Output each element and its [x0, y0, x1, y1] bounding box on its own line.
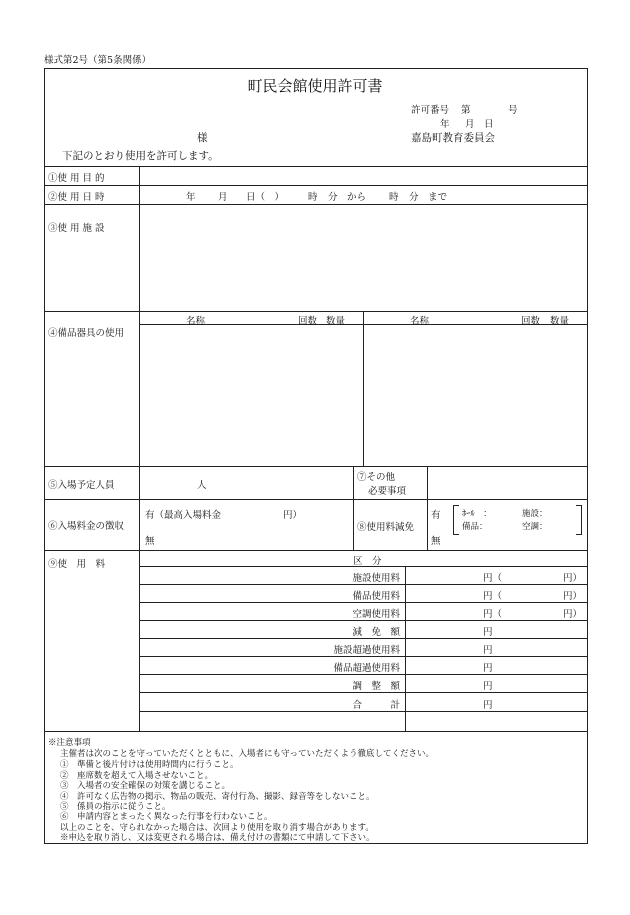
fee-row-value: 円 [483, 681, 493, 692]
equipment-header-name-right: 名称 [410, 316, 430, 327]
fee-row-extra: 円） [563, 591, 583, 602]
fee-row-label: 備品使用料 [352, 591, 400, 602]
row-label-purpose: ①使 用 目 的 [48, 173, 105, 184]
datetime-from: から [347, 192, 367, 203]
row-label-facility: ③使 用 施 設 [48, 223, 105, 234]
equipment-header-qty-left: 数量 [326, 316, 346, 327]
fee-row-value: 円（ [483, 573, 503, 584]
other-label-line2: 必要事項 [368, 486, 407, 497]
datetime-hour-start: 時 [308, 192, 318, 203]
intro-text: 下記のとおり使用を許可します。 [62, 150, 219, 162]
fee-row-value: 円 [483, 663, 493, 674]
issuer-name: 嘉島町教育委員会 [411, 132, 495, 144]
notes-item: ③ 入場者の安全確保の対策を講じること。 [60, 781, 231, 791]
notes-heading: ※注意事項 [48, 738, 91, 748]
reduction-no: 無 [431, 536, 441, 547]
fee-row-label: 減 免 額 [352, 627, 400, 638]
reduction-yes: 有 [431, 510, 441, 521]
page-title: 町民会館使用許可書 [247, 77, 383, 95]
permit-number-label: 許可番号 [411, 105, 450, 116]
issue-month: 月 [465, 119, 475, 130]
fee-row-label: 合 計 [352, 700, 400, 711]
reduction-equipment: 備品： [462, 522, 488, 532]
equipment-field-left[interactable] [141, 326, 361, 464]
notes-item: ⑤ 係員の指示に従うこと。 [60, 802, 171, 812]
row-label-fee-collection: ⑥入場料金の徴収 [48, 521, 125, 532]
datetime-min-end: 分 [409, 192, 419, 203]
notes-item: ① 準備と後片付けは使用時間内に行うこと。 [60, 760, 239, 770]
reduction-hall: ﾎｰﾙ ： [462, 509, 492, 519]
fee-row-label: 施設使用料 [352, 573, 400, 584]
fee-row-value: 円 [483, 627, 493, 638]
fee-row-value: 円 [483, 700, 493, 711]
notes-item: ⑥ 申請内容とまったく異なった行事を行わないこと。 [60, 812, 273, 822]
row-label-datetime: ②使 用 日 時 [48, 192, 105, 203]
fee-collect-no: 無 [145, 536, 155, 547]
datetime-year: 年 [186, 192, 196, 203]
fee-row-label: 施設超過使用料 [333, 645, 400, 656]
fee-row-value: 円 [483, 645, 493, 656]
other-label-line1: ⑦その他 [357, 472, 396, 483]
addressee-suffix: 様 [197, 132, 208, 144]
fee-collect-yes: 有（最高入場料金 [145, 510, 222, 521]
datetime-day: 日（ ） [246, 192, 285, 203]
equipment-header-qty-right: 数量 [550, 316, 570, 327]
attendance-unit: 人 [197, 480, 207, 491]
reduction-aircon: 空調： [522, 522, 548, 532]
issue-year: 年 [440, 119, 450, 130]
datetime-month: 月 [218, 192, 228, 203]
reduction-facility: 施設： [522, 509, 548, 519]
row-label-usage-fee: ⑨使 用 料 [48, 559, 106, 570]
bracket-right [576, 505, 582, 535]
facility-field[interactable] [141, 206, 585, 309]
notes-footer-1: 以上のことを、守られなかった場合は、次回より使用を取り消す場合があります。 [60, 823, 374, 833]
fee-row-value: 円（ [483, 609, 503, 620]
reduction-label: ⑧使用料減免 [357, 522, 415, 533]
equipment-header-count-right: 回数 [521, 316, 541, 327]
equipment-header-name-left: 名称 [186, 316, 206, 327]
fee-row-label: 空調使用料 [352, 609, 400, 620]
equipment-field-right[interactable] [365, 326, 585, 464]
datetime-until: まで [428, 192, 448, 203]
fee-table-header: 区 分 [353, 556, 382, 567]
permit-number-go: 号 [508, 105, 518, 116]
issue-day: 日 [484, 119, 494, 130]
row-label-attendance: ⑤入場予定人員 [48, 480, 115, 491]
permit-number-dai: 第 [461, 105, 471, 116]
other-field[interactable] [429, 468, 585, 498]
notes-intro: 主催者は次のことを守っていただくとともに、入場者にも守っていただくよう徹底してください。 [60, 749, 435, 759]
datetime-hour-end: 時 [389, 192, 399, 203]
fee-collect-yen: 円） [283, 510, 303, 521]
fee-row-extra: 円） [563, 609, 583, 620]
bracket-left [453, 505, 459, 535]
notes-item: ② 座席数を超えて入場させないこと。 [60, 771, 214, 781]
row-label-equipment: ④備品器具の使用 [48, 328, 125, 339]
fee-row-label: 備品超過使用料 [333, 663, 400, 674]
form-label: 様式第2号（第5条関係） [44, 55, 152, 66]
fee-row-value: 円（ [483, 591, 503, 602]
fee-row-extra: 円） [563, 573, 583, 584]
fee-row-label: 調 整 額 [352, 681, 400, 692]
notes-footer-2: ※申込を取り消し、又は変更される場合は、備え付けの書類にて申請して下さい。 [60, 833, 375, 843]
notes-item: ④ 許可なく広告物の掲示、物品の販売、寄付行為、撮影、録音等をしないこと。 [60, 792, 375, 802]
datetime-min-start: 分 [328, 192, 338, 203]
equipment-header-count-left: 回数 [298, 316, 318, 327]
purpose-field[interactable] [141, 168, 585, 184]
